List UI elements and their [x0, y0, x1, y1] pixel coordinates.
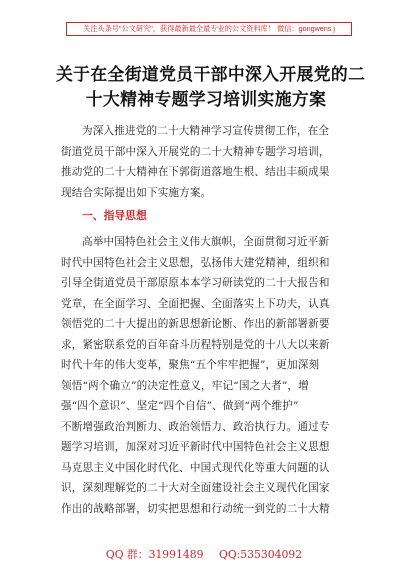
document-title [56, 62, 366, 112]
promo-banner: 关注头条号"公文研究"，获得最新最全最专业的公文资料库！ 微信：gongwens j [66, 22, 352, 36]
text-line: 为深入推进党的二十大精神学习宣传贯彻工作，在全 [82, 125, 330, 137]
text-line: 街道党员干部中深入开展党的二十大精神专题学习培训， [61, 145, 330, 158]
intro-paragraph [61, 121, 351, 203]
text-line: 识，深刻理解党的二十大对全面建设社会主义现代化国家 [61, 482, 330, 494]
text-line: 引导全街道党员干部原原本本学习研读党的二十大报告和 [61, 277, 330, 289]
text-line: 领悟“两个确立”的决定性意义，牢记“国之大者”，增 [61, 379, 309, 392]
text-line: 马克思主义中国化时代化、中国式现代化等重大问题的认 [61, 461, 330, 474]
text-line: 党章，在全面学习、全面把握、全面落实上下功夫，认真 [61, 297, 330, 310]
text-line: 现结合实际提出如下实施方案。 [61, 186, 212, 199]
title-line: 十大精神专题学习培训实施方案 [85, 89, 327, 109]
contact-footer [0, 547, 408, 562]
text-line: 不断增强政治判断力、政治领悟力、政治执行力。通过专 [61, 420, 330, 433]
text-line: 作出的战略部署，切实把思想和行动统一到党的二十大精 [61, 502, 330, 515]
text-line: 强“四个意识”、坚定“四个自信”、做到“两个维护” [61, 400, 299, 412]
qq-text: QQ:535304092 [218, 548, 303, 561]
text-line: 求，紧密联系党的百年奋斗历程特别是党的十八大以来新 [61, 338, 330, 351]
text-line: 题学习培训，加深对习近平新时代中国特色社会主义思想 [61, 441, 330, 453]
text-line: 时代十年的伟大变革，聚焦“五个牢牢把握”，更加深刻 [61, 359, 320, 371]
text-line: 推动党的二十大精神在下郭街道落地生根、结出丰硕成果 [61, 166, 330, 178]
text-line: 时代中国特色社会主义思想，弘扬伟大建党精神，组织和 [61, 256, 330, 269]
qq-group-text: QQ 群：31991489 [105, 548, 204, 561]
title-line: 关于在全街道党员干部中深入开展党的二 [56, 64, 366, 84]
text-line: 高举中国特色社会主义伟大旗帜，全面贯彻习近平新 [82, 236, 330, 248]
text-line: 领悟党的二十大提出的新思想新论断、作出的新部署新要 [61, 318, 330, 330]
section-heading: 一、指导思想 [82, 209, 147, 222]
section-paragraph [61, 232, 351, 519]
